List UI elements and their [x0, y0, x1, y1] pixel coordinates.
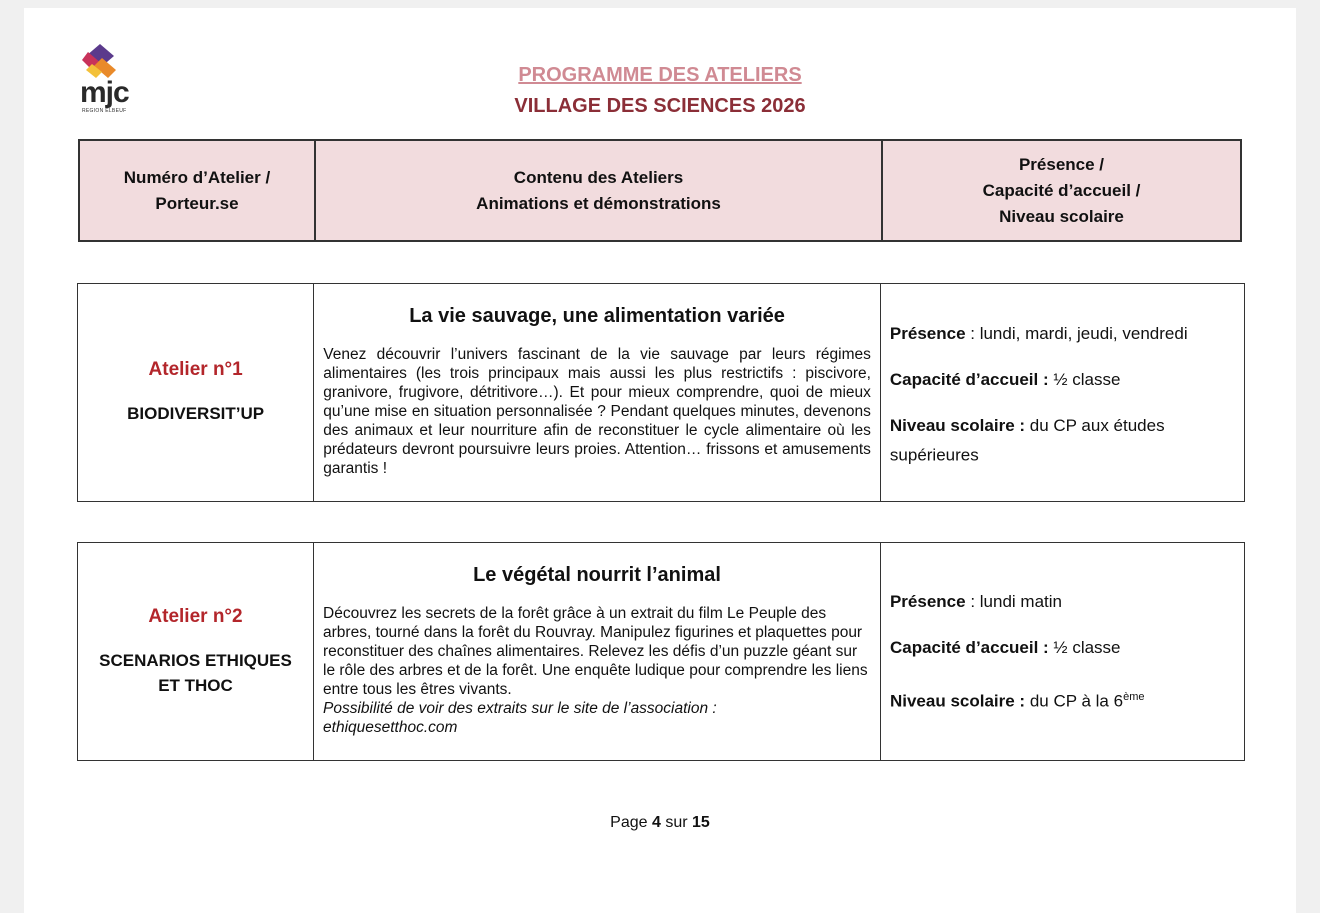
level-info [890, 413, 1235, 468]
level-value: du CP à la 6 [1025, 691, 1124, 711]
porteur-line2: ET THOC [158, 675, 233, 695]
header-col2-line2: Animations et démonstrations [476, 193, 721, 213]
level-sup: ème [1123, 691, 1145, 703]
workshop-id-cell [78, 543, 314, 761]
workshop-description-text: Découvrez les secrets de la forêt grâce à un extrait du film Le Peuple des arbres, tourné dans la forêt du Rouvray. Manipulez figurines et plaquettes pour reconstituer des chaînes alimentaires. Relevez les défis d’un puzzle géant sur le rôle des arbres et de la forêt. Une enquête ludique pour comprendre les liens entre tous les êtres vivants. [323, 605, 868, 698]
capacity-value: ½ classe [1048, 638, 1121, 657]
programme-title: PROGRAMME DES ATELIERS [518, 64, 802, 86]
workshop-title: Le végétal nourrit l’animal [473, 564, 721, 586]
level-info [890, 685, 1235, 714]
header-col-presence [882, 140, 1241, 241]
page-middle: sur [660, 814, 693, 831]
logo-subtitle: REGION ELBEUF [82, 108, 127, 114]
workshop-row [77, 283, 1245, 502]
workshop-description: Venez découvrir l’univers fascinant de la vie sauvage par leurs régimes alimentaires (les trois principaux mais aussi les plus restrictifs : piscivore, granivore, frugivore, détritivore…). Et pour mieux comprendre, quoi de mieux qu’une mise en situation personnalisée ? Pendant quelques minutes, devenons des animaux et leur nourriture afin de reconstituer le cycle alimentaire où les prédateurs devront poursuivre leurs proies. Attention… frissons et amusements garantis ! [323, 346, 871, 477]
page-number [24, 814, 1296, 832]
porteur-name [79, 648, 312, 698]
workshop-note-link[interactable]: ethiquesetthoc.com [323, 719, 458, 736]
presence-value: : lundi, mardi, jeudi, vendredi [965, 324, 1188, 343]
workshop-id-cell [78, 284, 314, 502]
header-col1-line2: Porteur.se [155, 193, 239, 213]
porteur-line1: BIODIVERSIT’UP [127, 404, 265, 423]
page-total: 15 [692, 814, 710, 831]
level-label: Niveau scolaire : [889, 416, 1026, 435]
presence-label: Présence [889, 324, 966, 343]
capacity-value: ½ classe [1048, 370, 1121, 389]
workshop-title: La vie sauvage, une alimentation variée [409, 305, 785, 327]
header-col3-line1: Présence / [1018, 154, 1105, 174]
workshop-info-cell [880, 543, 1244, 761]
workshop-row [77, 542, 1245, 761]
atelier-number: Atelier n°1 [148, 359, 243, 380]
page-current: 4 [651, 814, 661, 831]
header-col3-line2: Capacité d’accueil / [982, 180, 1141, 200]
workshop-note-line1: Possibilité de voir des extraits sur le site de l’association : [323, 700, 717, 717]
header-col2-line1: Contenu des Ateliers [513, 167, 684, 187]
capacity-label: Capacité d’accueil : [889, 370, 1049, 389]
page-prefix: Page [610, 814, 652, 831]
workshop-description [315, 604, 879, 737]
header-col-numero [79, 140, 315, 241]
level-value: du CP aux études supérieures [889, 416, 1165, 465]
porteur-name [79, 401, 312, 426]
logo-text: mjc [80, 76, 129, 109]
capacity-info [890, 367, 1235, 392]
presence-label: Présence [889, 592, 966, 611]
capacity-info [890, 635, 1235, 660]
presence-value: : lundi matin [965, 592, 1062, 611]
document-page [24, 8, 1296, 913]
table-header [78, 139, 1242, 242]
presence-info [890, 589, 1235, 614]
village-title: VILLAGE DES SCIENCES 2026 [514, 95, 806, 117]
header-col-contenu [315, 140, 882, 241]
workshop-content-cell [314, 543, 881, 761]
atelier-number: Atelier n°2 [148, 605, 243, 627]
workshop-info-cell [880, 284, 1244, 502]
level-label: Niveau scolaire : [889, 691, 1026, 711]
header-col1-line1: Numéro d’Atelier / [123, 167, 271, 187]
workshop-content-cell [314, 284, 881, 502]
presence-info [890, 321, 1235, 346]
header-col3-line3: Niveau scolaire [999, 206, 1124, 226]
porteur-line1: SCENARIOS ETHIQUES [99, 650, 292, 670]
capacity-label: Capacité d’accueil : [889, 638, 1049, 657]
